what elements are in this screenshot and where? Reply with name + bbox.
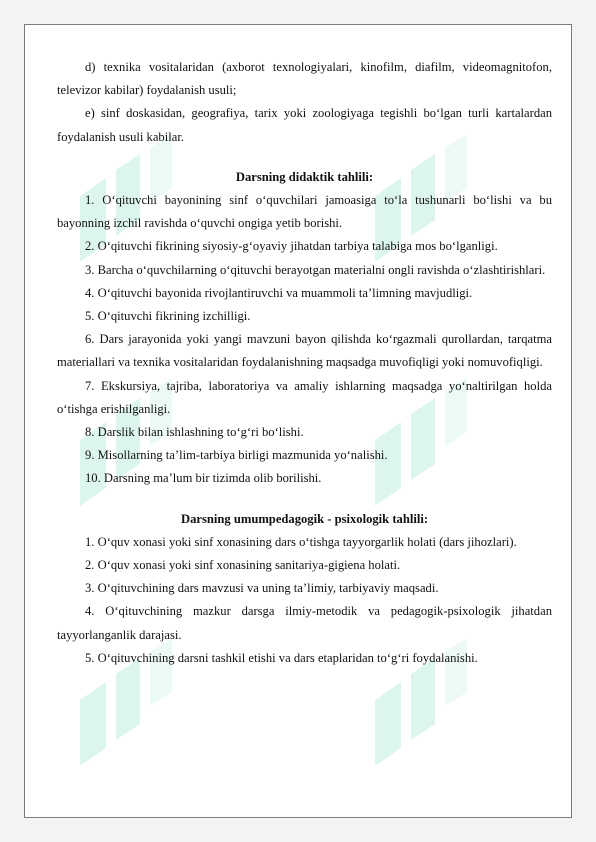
- didactic-item: 9. Misollarning ta’lim-tarbiya birligi mazmunida yo‘nalishi.: [85, 448, 388, 463]
- didactic-item: 8. Darslik bilan ishlashning to‘g‘ri bo‘lishi.: [85, 425, 304, 440]
- psychological-item: 5. O‘qituvchining darsni tashkil etishi va dars etaplaridan to‘g‘ri foydalanishi.: [85, 650, 478, 665]
- psychological-item: 1. O‘quv xonasi yoki sinf xonasining dars o‘tishga tayyorgarlik holati (dars jihozlari).: [85, 534, 517, 549]
- document-body: [57, 56, 552, 670]
- psychological-item: 3. O‘qituvchining dars mavzusi va uning ta’limiy, tarbiyaviy maqsadi.: [85, 581, 439, 596]
- didactic-item: 4. O‘qituvchi bayonida rivojlantiruvchi va muammoli ta’limning mavjudligi.: [85, 285, 473, 300]
- psychological-heading: Darsning umumpedagogik - psixologik tahlili:: [180, 511, 429, 526]
- didactic-item: 3. Barcha o‘quvchilarning o‘qituvchi berayotgan materialni ongli ravishda o‘zlashtirishlari.: [85, 262, 546, 277]
- didactic-item: 5. O‘qituvchi fikrining izchilligi.: [85, 309, 251, 324]
- didactic-item: 2. O‘qituvchi fikrining siyosiy-g‘oyaviy jihatdan tarbiya talabiga mos bo‘lganligi.: [85, 239, 498, 254]
- psychological-item: 4. O‘qituvchining mazkur darsga ilmiy-metodik va pedagogik-psixologik jihatdan tayyorlanganlik darajasi.: [57, 604, 552, 642]
- didactic-item: 10. Darsning ma’lum bir tizimda olib borilishi.: [85, 471, 322, 486]
- didactic-heading: Darsning didaktik tahlili:: [235, 169, 374, 184]
- didactic-item: 7. Ekskursiya, tajriba, laboratoriya va amaliy ishlarning maqsadga yo‘naltirilgan holda o‘tishga erishilganligi.: [57, 378, 552, 416]
- didactic-item: 6. Dars jarayonida yoki yangi mavzuni bayon qilishda ko‘rgazmali qurollardan, tarqatma materiallari va texnika vositalaridan foydalanishning maqsadga muvofiqligi yoki nomuvofiqligi.: [57, 332, 552, 370]
- didactic-item: 1. O‘qituvchi bayonining sinf o‘quvchilari jamoasiga to‘la tushunarli bo‘lishi va bu bayonning izchil ravishda o‘quvchi ongiga yetib borishi.: [57, 193, 552, 231]
- intro-item-e: e) sinf doskasidan, geografiya, tarix yoki zoologiyaga tegishli bo‘lgan turli kartalardan foydalanish usuli kabilar.: [57, 106, 552, 144]
- intro-item-d: d) texnika vositalaridan (axborot texnologiyalari, kinofilm, diafilm, videomagnitofon, televizor kabilar) foydalanish usuli;: [57, 60, 552, 98]
- psychological-item: 2. O‘quv xonasi yoki sinf xonasining sanitariya-gigiena holati.: [85, 558, 401, 573]
